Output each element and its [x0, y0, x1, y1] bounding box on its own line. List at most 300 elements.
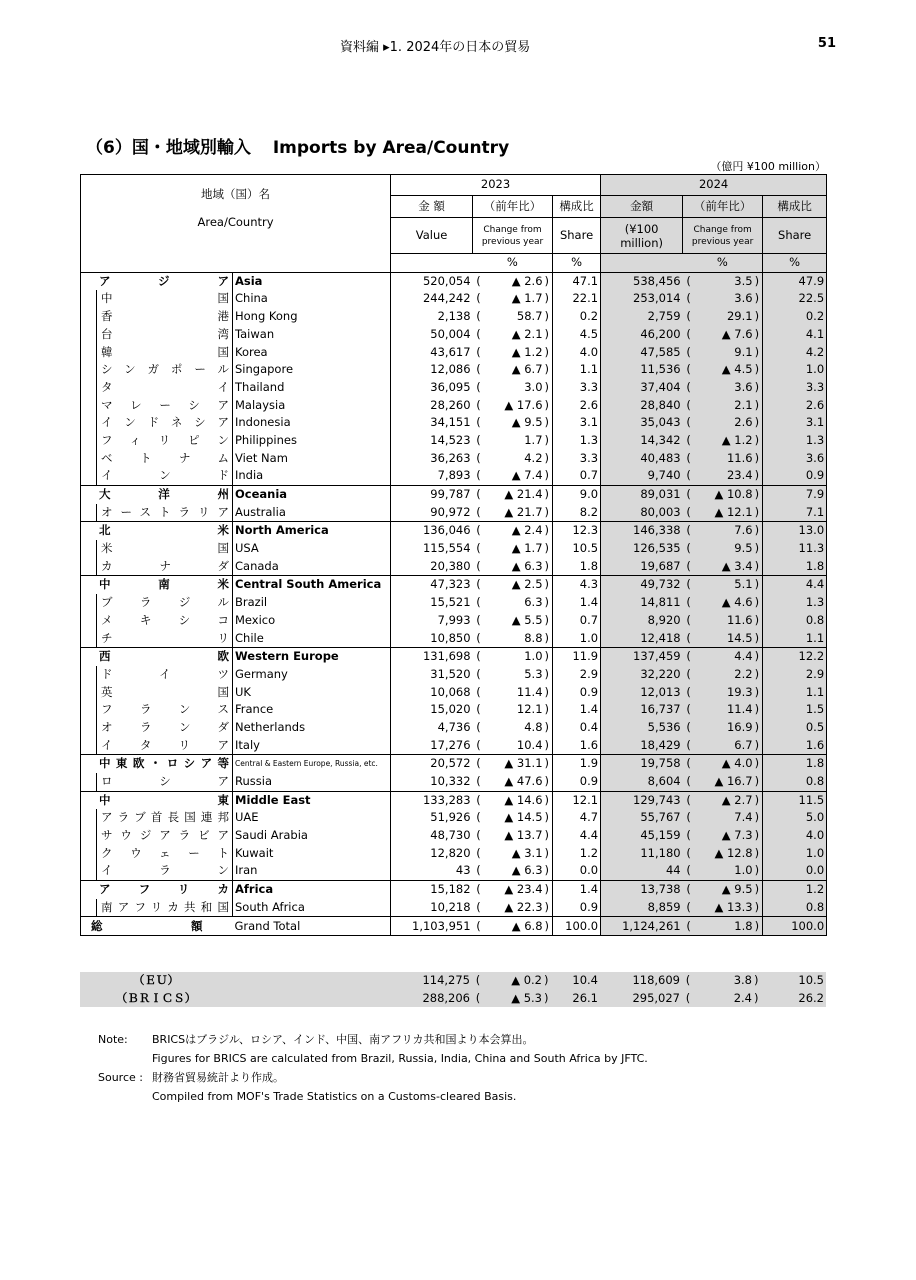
share-2023: 0.9: [553, 773, 601, 791]
row-name-jp: ロシア: [97, 773, 233, 791]
row-gutter: [81, 450, 97, 468]
row-name-jp: 中東: [81, 791, 233, 809]
paren-close: ): [755, 485, 763, 503]
paren-open: (: [476, 504, 481, 519]
region-row: [81, 576, 827, 594]
row-name-en: Chile: [233, 629, 391, 647]
paren-open: (: [475, 990, 481, 1005]
value-2023: 14,523: [391, 432, 473, 450]
change-2023: ▲ 22.3: [504, 899, 543, 914]
paren-close: ): [755, 791, 763, 809]
notes: [98, 1030, 648, 1106]
paren-close: ): [755, 308, 763, 326]
country-row: [81, 737, 827, 755]
country-row: [81, 862, 827, 880]
change-2023: ▲ 13.7: [504, 828, 543, 843]
paren-open: (: [476, 719, 481, 734]
country-row: [81, 666, 827, 684]
row-name-jp: 台湾: [97, 326, 233, 344]
row-gutter: [81, 899, 97, 917]
share-en-2024: Share: [763, 218, 827, 254]
pct-unit-2023-yoy: %: [473, 254, 553, 273]
value-2023: 10,068: [391, 684, 473, 702]
value-2024: 46,200: [601, 326, 683, 344]
paren-open: (: [476, 828, 481, 843]
breadcrumb: 資料編 ▸1. 2024年の日本の貿易: [340, 40, 531, 55]
row-name-jp: 英国: [97, 684, 233, 702]
row-gutter: [81, 343, 97, 361]
source-jp: 財務省貿易統計より作成。: [152, 1071, 284, 1084]
title-en: Imports by Area/Country: [272, 138, 510, 158]
value-2024: 8,920: [601, 612, 683, 630]
change-2024: 5.1: [695, 576, 755, 594]
year-2023-header: 2023: [391, 175, 601, 196]
country-row: [81, 845, 827, 863]
paren-close: ): [755, 414, 763, 432]
paren-open: (: [683, 272, 695, 290]
row-name-en: North America: [233, 522, 391, 540]
row-gutter: [81, 629, 97, 647]
share-2023: 0.7: [553, 612, 601, 630]
paren-open: (: [473, 917, 485, 936]
paren-open: (: [683, 862, 695, 880]
row-gutter: [81, 701, 97, 719]
paren-close: ): [755, 504, 763, 522]
row-name-en: Netherlands: [233, 719, 391, 737]
share-2024: 0.8: [763, 899, 827, 917]
change-2023: ▲ 1.2: [511, 344, 543, 359]
value-2024: 2,759: [601, 308, 683, 326]
row-name-jp: アフリカ: [81, 881, 233, 899]
share-2024: 3.3: [763, 379, 827, 397]
share-2024: 12.2: [763, 648, 827, 666]
value-en-2024: (¥100 million): [601, 218, 683, 254]
change-2023: ▲ 5.3: [511, 990, 542, 1005]
share-2024: 1.0: [763, 845, 827, 863]
share-2023: 4.4: [553, 827, 601, 845]
change-2024: ▲ 13.3: [695, 899, 755, 917]
value-2023: 114,275: [422, 973, 470, 987]
paren-close: ): [544, 291, 550, 306]
note-en: Figures for BRICS are calculated from Brazil, Russia, India, China and South Africa by JFTC.: [152, 1052, 648, 1065]
paren-close: ): [755, 845, 763, 863]
value-2023: 43,617: [391, 343, 473, 361]
paren-close: ): [544, 774, 550, 789]
paren-close: ): [544, 666, 550, 681]
row-gutter: [81, 845, 97, 863]
paren-close: ): [755, 522, 763, 540]
row-name-jp: タイ: [97, 379, 233, 397]
change-2024: ▲ 2.7: [695, 791, 755, 809]
paren-close: ): [544, 845, 550, 860]
row-name-jp: フィリピン: [97, 432, 233, 450]
paren-open: (: [683, 308, 695, 326]
row-name-en: Indonesia: [233, 414, 391, 432]
paren-close: ): [544, 362, 550, 377]
paren-open: (: [683, 845, 695, 863]
group-name: （ＥＵ）: [133, 973, 179, 987]
paren-close: ): [754, 990, 759, 1005]
country-row: [81, 414, 827, 432]
row-name-en: Korea: [233, 343, 391, 361]
value-2023: 43: [391, 862, 473, 880]
paren-open: (: [683, 397, 695, 415]
share-2024: 1.0: [763, 361, 827, 379]
row-name-en: Germany: [233, 666, 391, 684]
row-gutter: [81, 361, 97, 379]
country-row: [81, 432, 827, 450]
paren-close: ): [755, 701, 763, 719]
row-name-jp: インドネシア: [97, 414, 233, 432]
paren-open: (: [683, 827, 695, 845]
change-2024: ▲ 4.6: [695, 594, 755, 612]
change-2024: 4.4: [695, 648, 755, 666]
value-2023: 34,151: [391, 414, 473, 432]
area-header-jp: 地域（国）名: [201, 187, 271, 201]
value-2023: 520,054: [391, 272, 473, 290]
value-2023: 244,242: [391, 290, 473, 308]
paren-open: (: [473, 791, 485, 809]
change-2023: ▲ 5.5: [511, 612, 543, 627]
pct-unit-2023-share: %: [553, 254, 601, 273]
paren-close: ): [755, 397, 763, 415]
change-2024: 7.4: [695, 809, 755, 827]
value-en-2023: Value: [391, 218, 473, 254]
paren-open: (: [476, 415, 481, 430]
value-2024: 55,767: [601, 809, 683, 827]
paren-close: ): [544, 630, 550, 645]
paren-open: (: [476, 362, 481, 377]
row-name-en: Australia: [233, 504, 391, 522]
page-title: [86, 133, 509, 158]
share-2024: 7.9: [763, 485, 827, 503]
row-name-en: Hong Kong: [233, 308, 391, 326]
row-name-jp: インド: [97, 467, 233, 485]
change-2024: 2.6: [695, 414, 755, 432]
row-name-en: Russia: [233, 773, 391, 791]
row-name-jp: 総額: [81, 917, 233, 936]
value-2024: 89,031: [601, 485, 683, 503]
paren-open: (: [476, 344, 481, 359]
share-2024: 100.0: [763, 917, 827, 936]
paren-open: (: [683, 629, 695, 647]
country-row: [81, 397, 827, 415]
country-row: [81, 684, 827, 702]
value-2023: 20,572: [391, 755, 473, 773]
share-2024: 4.1: [763, 326, 827, 344]
paren-open: (: [683, 361, 695, 379]
change-2023: ▲ 2.4: [485, 522, 545, 540]
share-2024: 1.8: [763, 755, 827, 773]
paren-close: ): [545, 755, 553, 773]
share-2024: 4.2: [763, 343, 827, 361]
value-2024: 14,342: [601, 432, 683, 450]
row-name-jp: 韓国: [97, 343, 233, 361]
value-2024: 11,180: [601, 845, 683, 863]
paren-close: ): [755, 737, 763, 755]
row-name-jp: サウジアラビア: [97, 827, 233, 845]
change-2024: ▲ 7.6: [695, 326, 755, 344]
share-2024: 7.1: [763, 504, 827, 522]
share-2024: 3.6: [763, 450, 827, 468]
paren-open: (: [476, 845, 481, 860]
row-name-en: Middle East: [233, 791, 391, 809]
value-2024: 28,840: [601, 397, 683, 415]
group-row: [80, 972, 826, 990]
value-2024: 49,732: [601, 576, 683, 594]
row-gutter: [81, 719, 97, 737]
value-2024: 126,535: [601, 540, 683, 558]
change-2023: ▲ 2.6: [485, 272, 545, 290]
paren-close: ): [755, 576, 763, 594]
paren-close: ): [544, 344, 550, 359]
paren-close: ): [755, 809, 763, 827]
value-2023: 10,218: [391, 899, 473, 917]
pct-unit-2024-share: %: [763, 254, 827, 273]
change-2024: 23.4: [695, 467, 755, 485]
share-2023: 2.9: [553, 666, 601, 684]
row-gutter: [81, 809, 97, 827]
paren-close: ): [755, 361, 763, 379]
paren-close: ): [755, 540, 763, 558]
area-header: [81, 175, 391, 273]
region-row: [81, 881, 827, 899]
row-name-en: Singapore: [233, 361, 391, 379]
region-row: [81, 791, 827, 809]
paren-close: ): [545, 917, 553, 936]
row-name-jp: ベトナム: [97, 450, 233, 468]
unit-note: （億円 ¥100 million）: [710, 160, 826, 173]
value-2023: 20,380: [391, 558, 473, 576]
change-2023: ▲ 47.6: [504, 774, 543, 789]
paren-open: (: [476, 397, 481, 412]
paren-close: ): [544, 863, 550, 878]
change-2023: ▲ 14.5: [504, 810, 543, 825]
paren-close: ): [544, 684, 550, 699]
country-row: [81, 326, 827, 344]
share-2024: 1.3: [763, 594, 827, 612]
change-2024: 6.7: [695, 737, 755, 755]
paren-close: ): [544, 595, 550, 610]
paren-close: ): [755, 290, 763, 308]
row-name-en: Canada: [233, 558, 391, 576]
row-name-en: Saudi Arabia: [233, 827, 391, 845]
paren-close: ): [544, 379, 550, 394]
value-2023: 15,521: [391, 594, 473, 612]
paren-close: ): [544, 432, 550, 447]
value-2024: 45,159: [601, 827, 683, 845]
share-2024: 3.1: [763, 414, 827, 432]
row-name-jp: 大洋州: [81, 485, 233, 503]
table-body: [81, 272, 827, 935]
share-en-2023: Share: [553, 218, 601, 254]
row-gutter: [81, 504, 97, 522]
paren-close: ): [755, 629, 763, 647]
groups-body: [80, 972, 826, 1007]
change-2023: ▲ 2.1: [511, 326, 543, 341]
row-name-en: Oceania: [233, 485, 391, 503]
paren-open: (: [476, 541, 481, 556]
row-gutter: [81, 827, 97, 845]
paren-close: ): [545, 522, 553, 540]
value-2024: 16,737: [601, 701, 683, 719]
share-2023: 10.4: [572, 973, 598, 987]
area-header-en: Area/Country: [197, 214, 274, 229]
paren-open: (: [476, 737, 481, 752]
paren-open: (: [683, 899, 695, 917]
paren-close: ): [544, 719, 550, 734]
paren-open: (: [476, 450, 481, 465]
country-row: [81, 540, 827, 558]
row-name-jp: メキシコ: [97, 612, 233, 630]
value-2023: 28,260: [391, 397, 473, 415]
group-row: [80, 990, 826, 1008]
value-2024: 8,604: [601, 773, 683, 791]
paren-close: ): [755, 379, 763, 397]
change-2024: ▲ 10.8: [695, 485, 755, 503]
change-2023: ▲ 7.4: [511, 468, 543, 483]
row-name-en: Central & Eastern Europe, Russia, etc.: [233, 755, 391, 773]
change-2023: 1.0: [485, 648, 545, 666]
table-header: [81, 175, 827, 273]
row-gutter: [81, 432, 97, 450]
value-2024: 12,418: [601, 629, 683, 647]
share-2023: 1.1: [553, 361, 601, 379]
paren-close: ): [544, 990, 549, 1005]
value-2023: 115,554: [391, 540, 473, 558]
change-2023: ▲ 14.6: [485, 791, 545, 809]
share-2023: 22.1: [553, 290, 601, 308]
value-2023: 12,820: [391, 845, 473, 863]
change-2024: 3.6: [695, 290, 755, 308]
share-2023: 8.2: [553, 504, 601, 522]
row-name-jp: 香港: [97, 308, 233, 326]
source-en: Compiled from MOF's Trade Statistics on a Customs-cleared Basis.: [152, 1090, 517, 1103]
paren-close: ): [544, 326, 550, 341]
share-2024: 0.5: [763, 719, 827, 737]
paren-close: ): [544, 828, 550, 843]
share-2024: 5.0: [763, 809, 827, 827]
value-2024: 118,609: [632, 973, 680, 987]
row-gutter: [81, 612, 97, 630]
value-2023: 10,332: [391, 773, 473, 791]
country-row: [81, 719, 827, 737]
paren-close: ): [755, 343, 763, 361]
change-2023: 8.8: [524, 630, 543, 645]
share-2023: 3.1: [553, 414, 601, 432]
change-2023: 11.4: [516, 684, 543, 699]
change-2024: 7.6: [695, 522, 755, 540]
paren-open: (: [683, 522, 695, 540]
row-name-en: Viet Nam: [233, 450, 391, 468]
change-2023: ▲ 31.1: [485, 755, 545, 773]
country-row: [81, 558, 827, 576]
value-2024: 80,003: [601, 504, 683, 522]
row-gutter: [81, 540, 97, 558]
share-2023: 1.6: [553, 737, 601, 755]
value-2024: 295,027: [632, 990, 680, 1005]
value-2023: 17,276: [391, 737, 473, 755]
country-row: [81, 612, 827, 630]
region-row: [81, 522, 827, 540]
change-2024: 3.6: [695, 379, 755, 397]
country-row: [81, 308, 827, 326]
share-2024: 11.5: [763, 791, 827, 809]
row-name-en: Brazil: [233, 594, 391, 612]
value-2023: 36,095: [391, 379, 473, 397]
paren-close: ): [755, 917, 763, 936]
row-gutter: [81, 326, 97, 344]
row-name-jp: 中国: [97, 290, 233, 308]
paren-open: (: [476, 291, 481, 306]
row-name-jp: マレーシア: [97, 397, 233, 415]
change-2024: ▲ 1.2: [695, 432, 755, 450]
paren-open: (: [473, 881, 485, 899]
change-2024: ▲ 12.8: [695, 845, 755, 863]
row-gutter: [81, 397, 97, 415]
country-row: [81, 629, 827, 647]
share-2023: 0.9: [553, 899, 601, 917]
change-2024: 2.1: [695, 397, 755, 415]
row-name-en: Mexico: [233, 612, 391, 630]
share-jp-2023: 構成比: [553, 196, 601, 218]
source-label: Source :: [98, 1071, 143, 1084]
paren-close: ): [755, 827, 763, 845]
paren-close: ): [545, 272, 553, 290]
row-name-jp: ブラジル: [97, 594, 233, 612]
share-2023: 4.7: [553, 809, 601, 827]
country-row: [81, 899, 827, 917]
row-name-en: Iran: [233, 862, 391, 880]
paren-close: ): [544, 899, 550, 914]
paren-close: ): [544, 415, 550, 430]
paren-close: ): [544, 541, 550, 556]
yoy-jp-2024: （前年比）: [683, 196, 763, 218]
paren-close: ): [754, 973, 759, 987]
country-row: [81, 450, 827, 468]
change-2024: 9.1: [695, 343, 755, 361]
paren-open: (: [473, 755, 485, 773]
value-2023: 7,993: [391, 612, 473, 630]
share-2023: 10.5: [553, 540, 601, 558]
change-2023: ▲ 6.7: [511, 362, 543, 377]
paren-close: ): [544, 737, 550, 752]
value-2024: 129,743: [601, 791, 683, 809]
change-2023: ▲ 9.5: [511, 415, 543, 430]
row-name-jp: フランス: [97, 701, 233, 719]
paren-close: ): [755, 432, 763, 450]
paren-open: (: [683, 558, 695, 576]
share-2023: 0.4: [553, 719, 601, 737]
value-2024: 14,811: [601, 594, 683, 612]
paren-open: (: [476, 468, 481, 483]
yoy-jp-2023: （前年比）: [473, 196, 553, 218]
value-2024: 19,758: [601, 755, 683, 773]
change-2023: 1.7: [524, 432, 543, 447]
row-name-jp: アラブ首長国連邦: [97, 809, 233, 827]
value-2023: 15,020: [391, 701, 473, 719]
row-name-en: Philippines: [233, 432, 391, 450]
value-2023: 10,850: [391, 629, 473, 647]
row-gutter: [81, 467, 97, 485]
share-2024: 0.8: [763, 612, 827, 630]
page-number: 51: [817, 36, 836, 51]
value-2023: 90,972: [391, 504, 473, 522]
share-2023: 3.3: [553, 379, 601, 397]
paren-close: ): [755, 862, 763, 880]
share-2023: 26.1: [572, 990, 598, 1005]
paren-close: ): [755, 755, 763, 773]
